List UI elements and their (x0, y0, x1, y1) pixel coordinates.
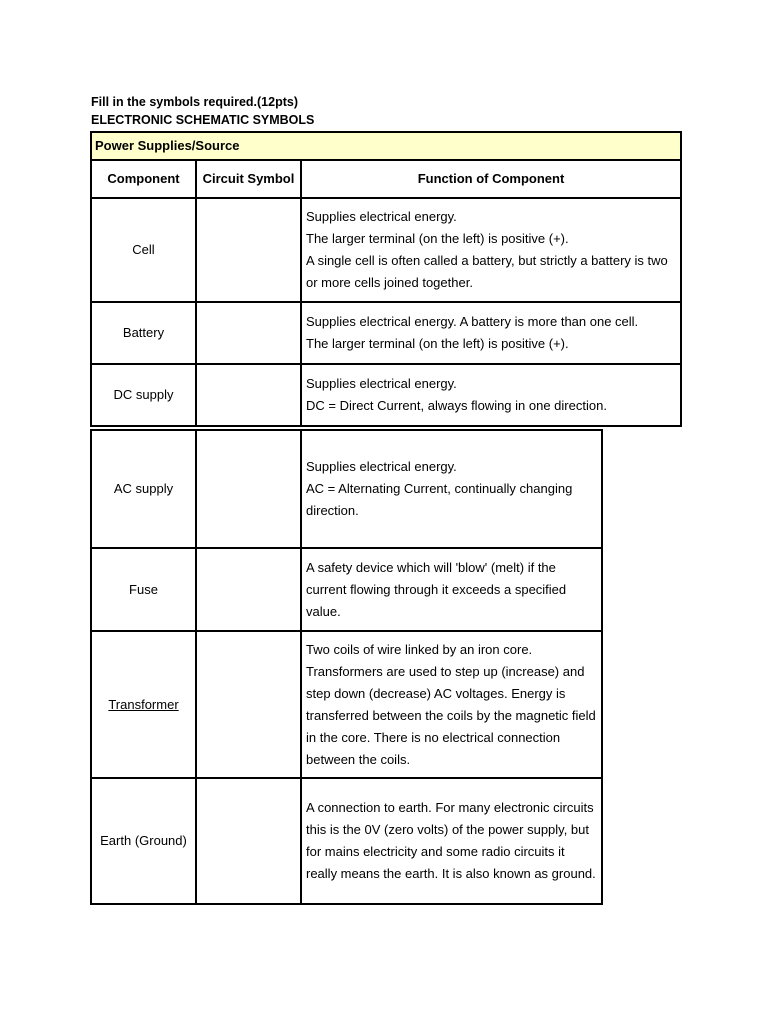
document-title: ELECTRONIC SCHEMATIC SYMBOLS (91, 113, 315, 127)
section-header: Power Supplies/Source (91, 132, 681, 160)
function-cell (301, 198, 681, 302)
power-supplies-table (90, 131, 682, 427)
instruction-text: Fill in the symbols required.(12pts) (91, 95, 298, 109)
component-name: Earth (Ground) (91, 778, 196, 904)
table-row (91, 430, 602, 548)
component-name: Transformer (91, 631, 196, 778)
column-header-function: Function of Component (301, 160, 681, 198)
table-row (91, 198, 681, 302)
function-cell (301, 430, 602, 548)
table-row (91, 302, 681, 364)
function-line: Supplies electrical energy. (306, 209, 457, 224)
symbol-cell[interactable] (196, 364, 301, 426)
function-cell: Two coils of wire linked by an iron core. Transformers are used to step up (increase) and step down (decrease) AC voltages. Energy is transferred between the coils by the magnetic field in the core. There is no electrical connection between the coils. (301, 631, 602, 778)
symbol-cell[interactable] (196, 302, 301, 364)
symbol-cell[interactable] (196, 548, 301, 631)
function-line: The larger terminal (on the left) is positive (+). (306, 231, 569, 246)
function-line: AC = Alternating Current, continually changing direction. (306, 481, 573, 518)
function-line: DC = Direct Current, always flowing in one direction. (306, 398, 607, 413)
component-name: Fuse (91, 548, 196, 631)
function-line: The larger terminal (on the left) is positive (+). (306, 336, 569, 351)
table-row (91, 364, 681, 426)
table-row (91, 631, 602, 778)
component-name: AC supply (91, 430, 196, 548)
symbol-cell[interactable] (196, 631, 301, 778)
table-row (91, 548, 602, 631)
column-header-component: Component (91, 160, 196, 198)
symbol-cell[interactable] (196, 778, 301, 904)
function-line: Supplies electrical energy. A battery is more than one cell. (306, 314, 639, 329)
component-name: Cell (91, 198, 196, 302)
function-line: Supplies electrical energy. (306, 459, 457, 474)
symbol-cell[interactable] (196, 198, 301, 302)
function-cell (301, 302, 681, 364)
function-cell (301, 364, 681, 426)
function-cell: A safety device which will 'blow' (melt) if the current flowing through it exceeds a specified value. (301, 548, 602, 631)
symbol-cell[interactable] (196, 430, 301, 548)
table-row (91, 778, 602, 904)
column-header-symbol: Circuit Symbol (196, 160, 301, 198)
component-name: DC supply (91, 364, 196, 426)
function-line: A single cell is often called a battery, but strictly a battery is two or more cells joined together. (306, 253, 668, 290)
function-cell: A connection to earth. For many electronic circuits this is the 0V (zero volts) of the power supply, but for mains electricity and some radio circuits it really means the earth. It is also known as ground. (301, 778, 602, 904)
component-name: Battery (91, 302, 196, 364)
function-line: Supplies electrical energy. (306, 376, 457, 391)
power-supplies-table-continued (90, 429, 603, 905)
